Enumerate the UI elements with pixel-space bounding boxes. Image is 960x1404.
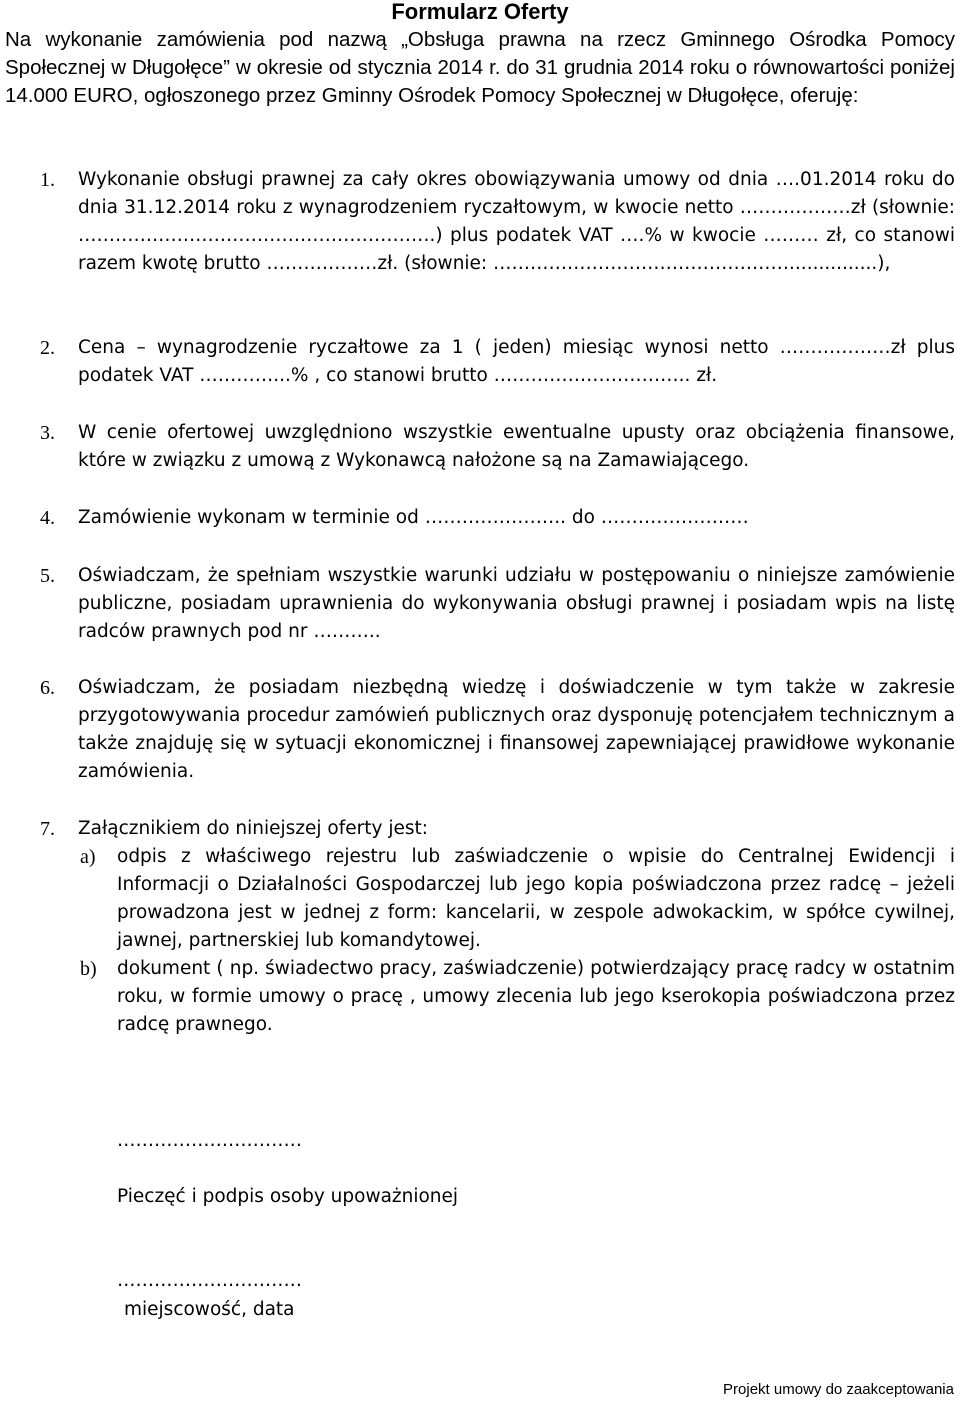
sub-item-letter: b) [80,958,97,980]
item-number: 3. [40,422,55,444]
sub-item-b [80,955,955,1039]
list-item-5 [40,562,955,646]
item-number: 2. [40,337,55,359]
item-number: 5. [40,565,55,587]
item-text: Cena – wynagrodzenie ryczałtowe za 1 ( jeden) miesiąc wynosi netto ………………zł plus podatek VAT …………...% , co stanowi brutto ………………………….. zł. [78,337,955,386]
item-text: Wykonanie obsługi prawnej za cały okres obowiązywania umowy od dnia ….01.2014 roku do dnia 31.12.2014 roku z wynagrodzeniem ryczałtowym, w kwocie netto ………………zł (słownie: ………………………………………………….) plus podatek VAT ….% w kwocie ……… zł, co stanowi razem kwotę brutto ………………zł. (słownie: …………………………………………...............), [78,169,955,274]
item-number: 4. [40,507,55,529]
list-item-6 [40,674,955,786]
list-item-7 [40,815,955,843]
item-number: 6. [40,677,55,699]
item-text: Oświadczam, że posiadam niezbędną wiedzę i doświadczenie w tym także w zakresie przygotowywania procedur zamówień publicznych oraz dysponuję potencjałem technicznym a także znajduję się w sytuacji ekonomicznej i finansowej zapewniającej prawidłowe wykonanie zamówienia. [78,677,955,782]
list-item-4 [40,504,955,532]
sub-item-a [80,843,955,955]
form-title: Formularz Oferty [391,0,569,24]
list-item-1 [40,166,955,278]
item-text: W cenie ofertowej uwzględniono wszystkie ewentualne upusty oraz obciążenia finansowe, które w związku z umową z Wykonawcą nałożone są na Zamawiającego. [78,422,955,471]
place-date-dots: ………………………… [117,1270,302,1291]
signature-label: Pieczęć i podpis osoby upoważnionej [117,1186,459,1207]
list-item-3 [40,419,955,475]
item-text: Oświadczam, że spełniam wszystkie warunki udziału w postępowaniu o niniejsze zamówienie publiczne, posiadam uprawnienia do wykonywania obsługi prawnej i posiadam wpis na listę radców prawnych pod nr ……….. [78,565,955,642]
intro-paragraph: Na wykonanie zamówienia pod nazwą „Obsługa prawna na rzecz Gminnego Ośrodka Pomocy Społecznej w Długołęce” w okresie od stycznia 2014 r. do 31 grudnia 2014 roku o równowartości poniżej 14.000 EURO, ogłoszonego przez Gminny Ośrodek Pomocy Społecznej w Długołęce, oferuję: [5,28,955,107]
item-number: 1. [40,169,55,191]
place-date-label: miejscowość, data [124,1299,295,1320]
item-text: Załącznikiem do niniejszej oferty jest: [78,818,428,839]
footer-note: Projekt umowy do zaakceptowania [723,1381,954,1398]
item-number: 7. [40,818,55,840]
sub-item-text: odpis z właściwego rejestru lub zaświadczenie o wpisie do Centralnej Ewidencji i Informacji o Działalności Gospodarczej lub jego kopia poświadczona przez radcę – jeżeli prowadzona jest w jednej z form: kancelarii, w zespole adwokackim, w spółce cywilnej, jawnej, partnerskiej lub komandytowej. [117,846,955,951]
item-text: Zamówienie wykonam w terminie od ………………….. do …………………… [78,507,749,528]
list-item-2 [40,334,955,390]
sub-item-letter: a) [80,846,96,868]
sub-item-text: dokument ( np. świadectwo pracy, zaświadczenie) potwierdzający pracę radcy w ostatnim roku, w formie umowy o pracę , umowy zlecenia lub jego kserokopia poświadczona przez radcę prawnego. [117,958,955,1035]
signature-dots: ………………………… [117,1130,302,1151]
